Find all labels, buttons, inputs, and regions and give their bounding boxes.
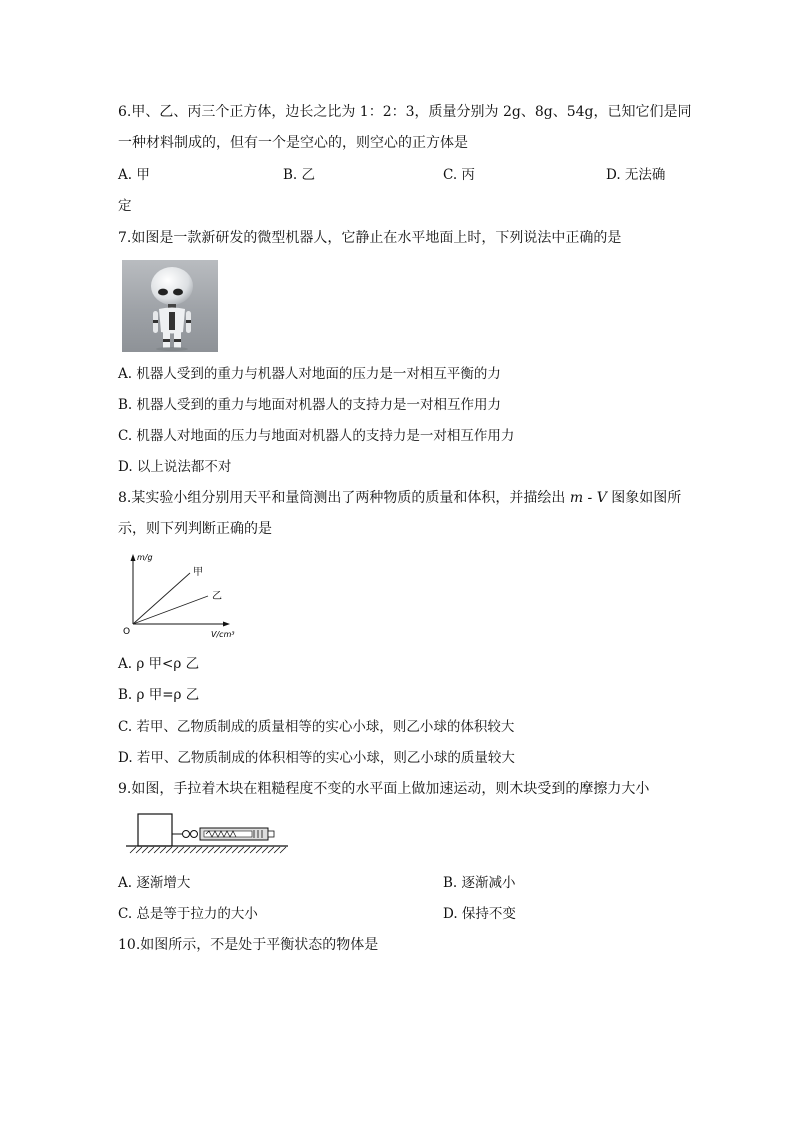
- q8-stem-line1-post: 图象如图所: [611, 490, 682, 506]
- q8-option-d: D. 若甲、乙物质制成的体积相等的实心小球，则乙小球的质量较大: [118, 750, 515, 766]
- line-yi: [133, 596, 208, 624]
- q7-option-d: D. 以上说法都不对: [118, 459, 232, 475]
- q7-option-a: A. 机器人受到的重力与机器人对地面的压力是一对相互平衡的力: [118, 366, 501, 382]
- q7-option-b: B. 机器人受到的重力与地面对机器人的支持力是一对相互作用力: [118, 397, 502, 413]
- q8-stem-line2: 示，则下列判断正确的是: [118, 521, 272, 537]
- q7-stem: 7.如图是一款新研发的微型机器人，它静止在水平地面上时，下列说法中正确的是: [118, 230, 622, 246]
- q9-stem: 9.如图，手拉着木块在粗糙程度不变的水平面上做加速运动，则木块受到的摩擦力大小: [118, 781, 650, 797]
- block-spring-scale-figure: [124, 808, 290, 860]
- robot-photo: [122, 260, 218, 352]
- q8-option-b: B. ρ 甲=ρ 乙: [118, 687, 200, 703]
- graph-label-yi: 乙: [212, 591, 222, 602]
- graph-ylabel: m/g: [137, 553, 153, 562]
- wooden-block: [138, 814, 172, 846]
- q9-option-b: B. 逐渐减小: [443, 875, 516, 891]
- q10-stem: 10.如图所示，不是处于平衡状态的物体是: [118, 937, 379, 953]
- q6-option-d-wrap: 定: [118, 198, 132, 214]
- q9-option-d: D. 保持不变: [443, 906, 516, 922]
- m-v-graph: [118, 548, 248, 644]
- q8-option-c: C. 若甲、乙物质制成的质量相等的实心小球，则乙小球的体积较大: [118, 719, 515, 735]
- q8-stem-line1: [118, 488, 681, 508]
- q6-stem-line2: 一种材料制成的，但有一个是空心的，则空心的正方体是: [118, 135, 468, 151]
- q6-option-d: D. 无法确: [606, 167, 666, 183]
- q9-option-a: A. 逐渐增大: [118, 875, 191, 891]
- q8-stem-line1-pre: 8.某实验小组分别用天平和量筒测出了两种物质的质量和体积，并描绘出: [118, 490, 566, 506]
- graph-label-jia: 甲: [193, 567, 203, 578]
- q6-option-b: B. 乙: [283, 167, 316, 183]
- q9-option-c: C. 总是等于拉力的大小: [118, 906, 258, 922]
- q6-option-c: C. 丙: [443, 167, 475, 183]
- robot-image: [122, 260, 218, 352]
- q8-stem-math: m - V: [569, 490, 607, 506]
- line-jia: [133, 573, 190, 624]
- q6-stem-line1: 6.甲、乙、丙三个正方体，边长之比为 1：2：3，质量分别为 2g、8g、54g，已知它们是同: [118, 104, 692, 120]
- ground-hatching: [130, 847, 286, 853]
- graph-xlabel: V/cm³: [211, 630, 235, 639]
- q6-option-a: A. 甲: [118, 167, 150, 183]
- q7-option-c: C. 机器人对地面的压力与地面对机器人的支持力是一对相互作用力: [118, 428, 515, 444]
- q8-option-a: A. ρ 甲<ρ 乙: [118, 656, 200, 672]
- graph-origin: O: [123, 627, 131, 637]
